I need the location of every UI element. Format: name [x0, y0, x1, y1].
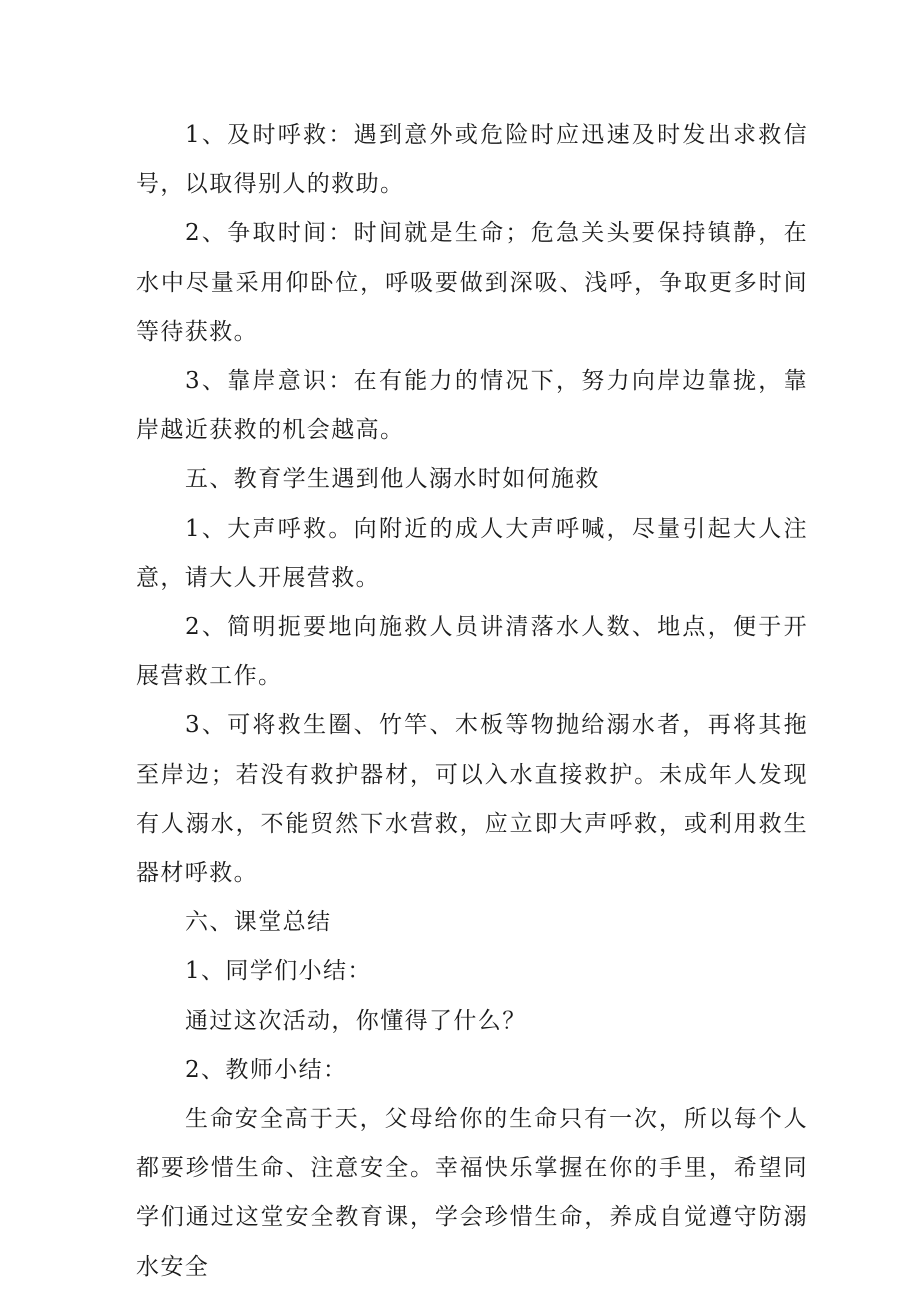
section-heading-class-summary: 六、课堂总结	[185, 909, 332, 936]
paragraph-rescue-report-details: 2、简明扼要地向施救人员讲清落水人数、地点，便于开展营救工作。	[136, 614, 808, 690]
paragraph-self-rescue-gain-time: 2、争取时间：时间就是生命；危急关头要保持镇静，在水中尽量采用仰卧位，呼吸要做到深吸、浅呼，争取更多时间等待获救。	[136, 220, 808, 345]
document-body	[136, 111, 808, 1292]
paragraph-self-rescue-call-for-help: 1、及时呼救：遇到意外或危险时应迅速及时发出求救信号，以取得别人的救助。	[136, 122, 808, 198]
paragraph-student-summary-label: 1、同学们小结：	[185, 958, 372, 985]
paragraph-rescue-shout-for-help: 1、大声呼救。向附近的成人大声呼喊，尽量引起大人注意，请大人开展营救。	[136, 515, 808, 591]
paragraph-self-rescue-move-ashore: 3、靠岸意识：在有能力的情况下，努力向岸边靠拢，靠岸越近获救的机会越高。	[136, 368, 808, 444]
section-heading-rescue-others: 五、教育学生遇到他人溺水时如何施救	[185, 466, 600, 493]
paragraph-teacher-summary-text: 生命安全高于天，父母给你的生命只有一次，所以每个人都要珍惜生命、注意安全。幸福快乐掌握在你的手里，希望同学们通过这堂安全教育课，学会珍惜生命，养成自觉遵守防溺水安全	[136, 1106, 808, 1280]
paragraph-student-summary-question: 通过这次活动，你懂得了什么？	[185, 1007, 527, 1034]
paragraph-teacher-summary-label: 2、教师小结：	[185, 1056, 348, 1083]
paragraph-rescue-throw-float: 3、可将救生圈、竹竿、木板等物抛给溺水者，再将其拖至岸边；若没有救护器材，可以入水直接救护。未成年人发现有人溺水，不能贸然下水营救，应立即大声呼救，或利用救生器材呼救。	[136, 712, 808, 887]
